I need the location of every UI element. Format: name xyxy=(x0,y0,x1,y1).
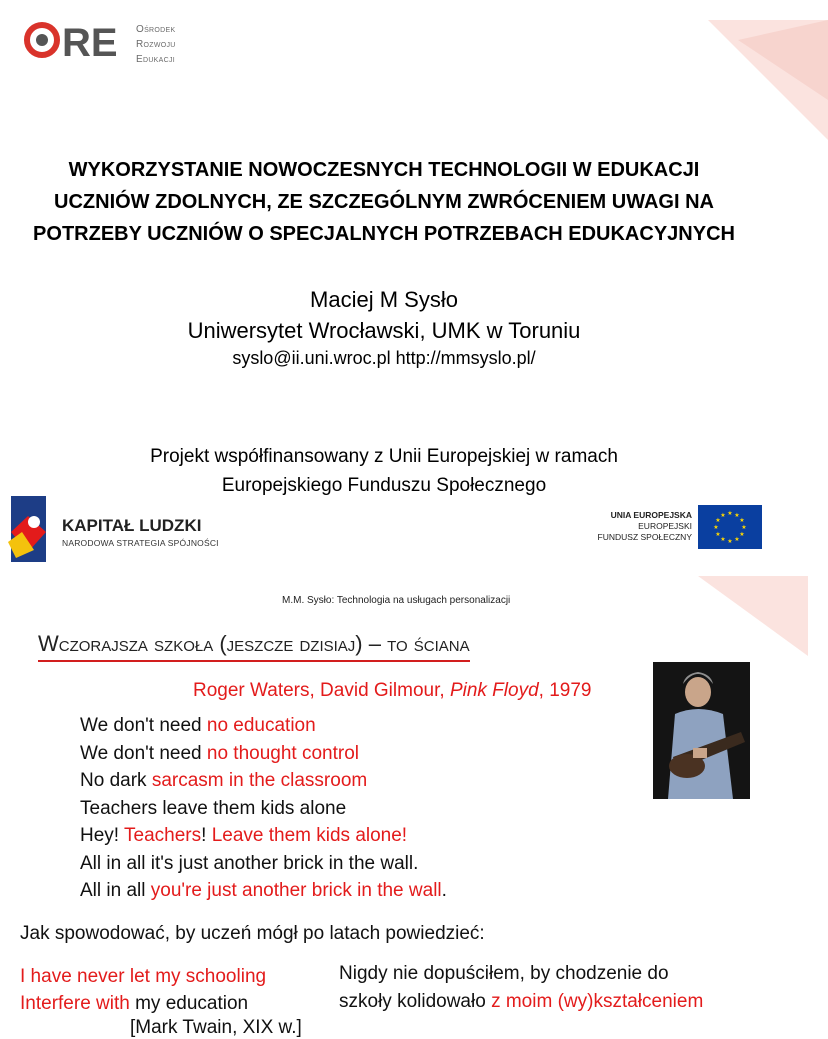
svg-text:★: ★ xyxy=(720,536,726,543)
eu-line: UNIA EUROPEJSKA xyxy=(610,510,692,520)
svg-text:★: ★ xyxy=(734,536,740,543)
quote-line: Nigdy nie dopuściłem, by chodzenie do xyxy=(339,963,669,984)
eu-line: EUROPEJSKI xyxy=(638,521,692,531)
svg-text:★: ★ xyxy=(734,512,740,519)
org-line: Ośrodek xyxy=(136,24,176,35)
polish-quote xyxy=(339,960,703,1016)
lyric-line: All in all it's just another brick in the wall. xyxy=(80,852,419,874)
organization-name xyxy=(136,22,176,67)
svg-text:★: ★ xyxy=(741,524,747,531)
kapital-ludzki-title: KAPITAŁ LUDZKI xyxy=(62,516,202,535)
project-line: Europejskiego Funduszu Społecznego xyxy=(221,475,547,496)
english-quote xyxy=(20,963,266,1017)
song-attribution xyxy=(193,680,591,702)
quote-source-partial: [Mark Twain, XIX w.] xyxy=(130,1017,302,1038)
slide-footer: M.M. Sysło: Technologia na usługach personalizacji xyxy=(282,595,511,606)
lyric-line: Teachers leave them kids alone xyxy=(80,797,347,819)
eu-line: FUNDUSZ SPOŁECZNY xyxy=(597,532,692,542)
svg-text:★: ★ xyxy=(739,517,745,524)
svg-text:★: ★ xyxy=(715,531,721,538)
project-line: Projekt współfinansowany z Unii Europejskiej w ramach xyxy=(150,446,618,467)
quote-line: I have never let my schooling xyxy=(20,966,267,987)
svg-text:★: ★ xyxy=(739,531,745,538)
lyric-line: Hey! Teachers! Leave them kids alone! xyxy=(80,825,408,846)
author-affiliation: Uniwersytet Wrocławski, UMK w Toruniu xyxy=(187,318,581,343)
decorative-corner-shape xyxy=(658,576,808,656)
author-name: Maciej M Sysło xyxy=(310,287,458,312)
attribution-year: , 1979 xyxy=(538,680,592,701)
title-line: POTRZEBY UCZNIÓW O SPECJALNYCH POTRZEBACH EDUKACYJNYCH xyxy=(33,223,735,245)
lyrics-block xyxy=(80,712,447,905)
svg-text:★: ★ xyxy=(715,517,721,524)
ore-logo-letters: RE xyxy=(62,21,118,65)
lyric-line: We don't need no thought control xyxy=(80,742,359,764)
presentation-title xyxy=(4,154,764,250)
author-block xyxy=(0,284,768,346)
org-line: Rozwoju xyxy=(136,39,176,50)
svg-text:★: ★ xyxy=(727,538,733,545)
quote-line: Interfere with my education xyxy=(20,993,249,1014)
attribution-names: Roger Waters, David Gilmour, xyxy=(193,680,450,701)
svg-text:★: ★ xyxy=(720,512,726,519)
title-line: UCZNIÓW ZDOLNYCH, ZE SZCZEGÓLNYM ZWRÓCENIEM UWAGI NA xyxy=(54,191,714,213)
content-slide xyxy=(0,576,768,1038)
svg-text:★: ★ xyxy=(713,524,719,531)
question-text: Jak spowodować, by uczeń mógł po latach powiedzieć: xyxy=(20,923,485,944)
eu-flag-icon xyxy=(698,505,762,549)
lyric-line: All in all you're just another brick in the wall. xyxy=(80,880,447,901)
kapital-ludzki-subtitle: NARODOWA STRATEGIA SPÓJNOŚCI xyxy=(62,538,219,548)
quote-line: szkoły kolidowało z moim (wy)kształceniem xyxy=(339,991,704,1012)
ore-logo-mark xyxy=(22,18,152,66)
guitarist-photo xyxy=(653,662,750,799)
slide-heading: Wczorajsza szkoła (jeszcze dzisiaj) – to ściana xyxy=(38,631,470,662)
author-contact: syslo@ii.uni.wroc.pl http://mmsyslo.pl/ xyxy=(232,348,536,368)
decorative-corner-shape xyxy=(638,20,828,140)
attribution-band: Pink Floyd xyxy=(449,680,539,701)
lyric-line: No dark sarcasm in the classroom xyxy=(80,770,368,791)
org-line: Edukacji xyxy=(136,54,176,65)
svg-text:★: ★ xyxy=(727,510,733,517)
lyric-line: We don't need no education xyxy=(80,715,316,736)
eu-fund-label xyxy=(598,510,692,543)
title-line: WYKORZYSTANIE NOWOCZESNYCH TECHNOLOGII W EDUKACJI xyxy=(68,159,700,181)
